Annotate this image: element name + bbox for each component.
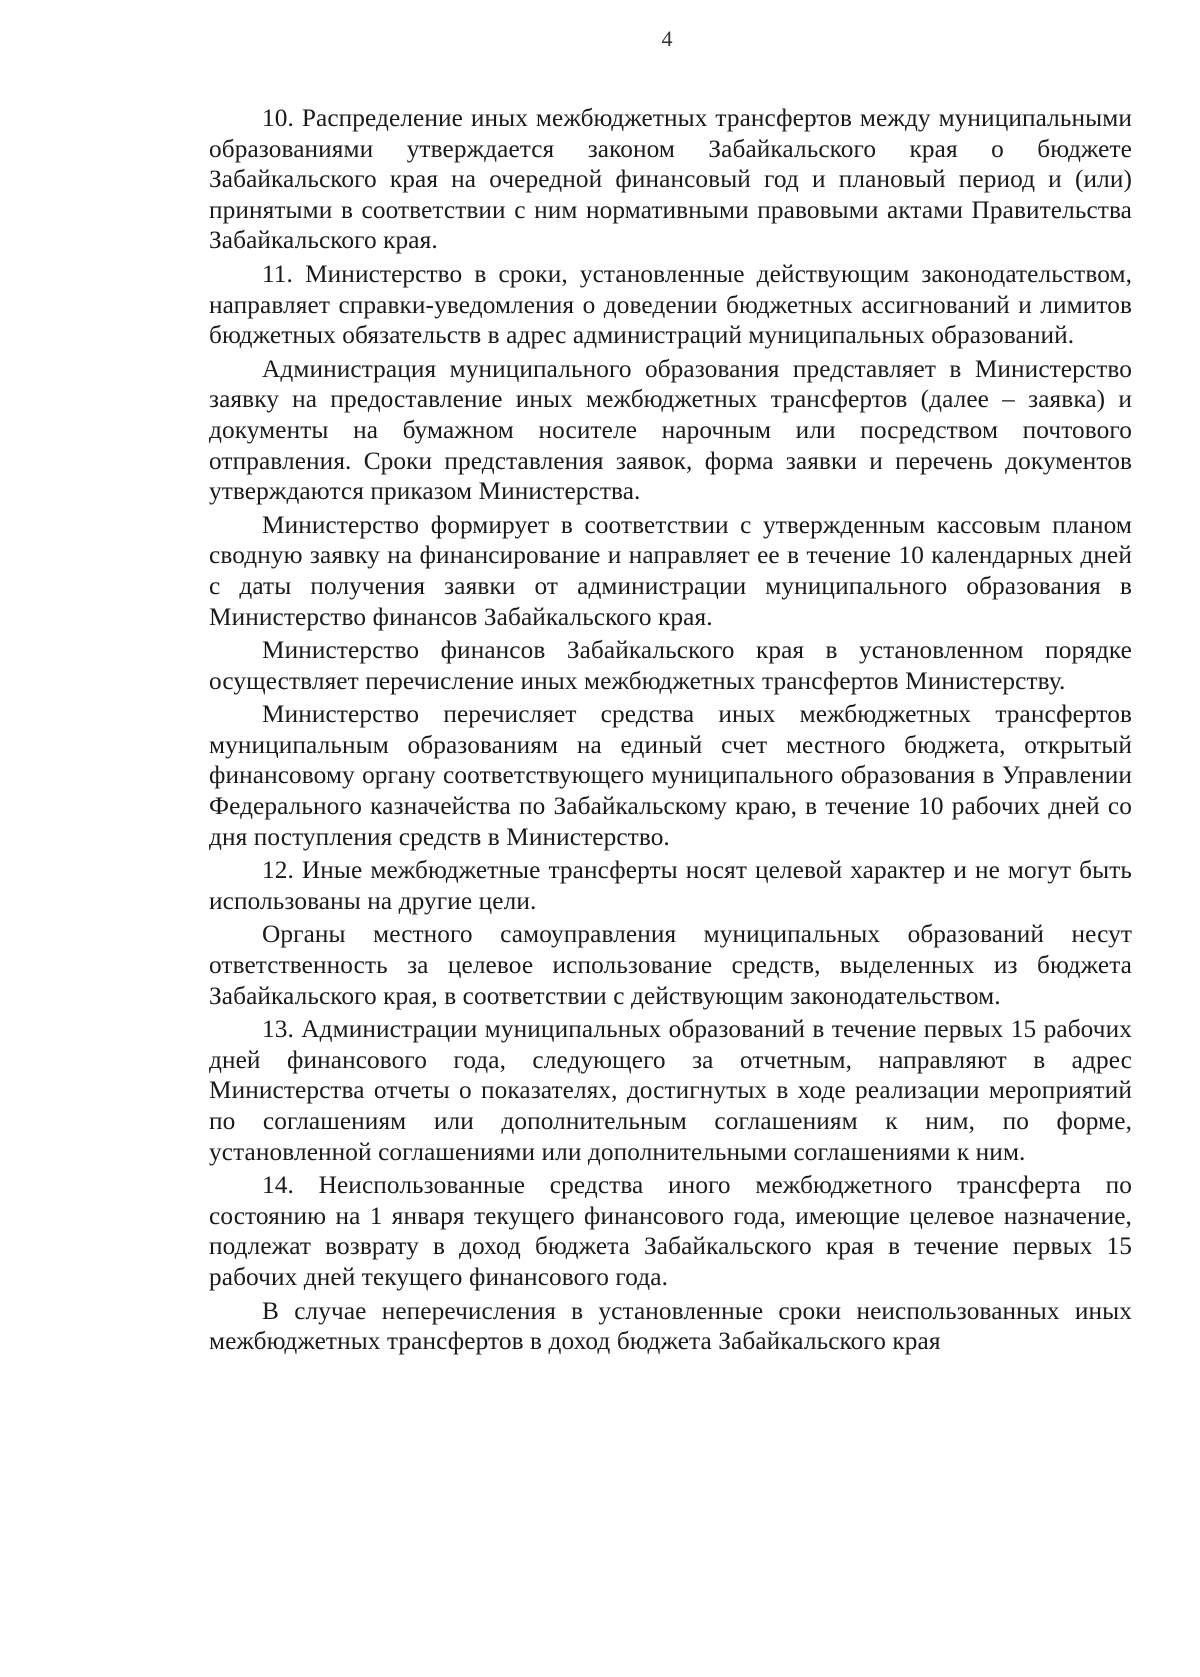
paragraph-application-submission: Администрация муниципального образования представляет в Министерство заявку на предоставление иных межбюджетных трансфертов (далее – заявка) и документы на бумажном носителе нарочным или посредством почтового отправления. Сроки представления заявок, форма заявки и перечень документов утверждаются приказом Министерства. — [209, 354, 1132, 506]
paragraph-item-11: 11. Министерство в сроки, установленные действующим законодательством, направляет справки-уведомления о доведении бюджетных ассигнований и лимитов бюджетных обязательств в адрес администраций муниципальных образований. — [209, 259, 1132, 350]
paragraph-finance-ministry-transfer: Министерство финансов Забайкальского края в установленном порядке осуществляет перечисление иных межбюджетных трансфертов Министерству. — [209, 636, 1132, 695]
paragraph-non-transfer-case: В случае неперечисления в установленные сроки неиспользованных иных межбюджетных трансфертов в доход бюджета Забайкальского края — [209, 1296, 1132, 1356]
paragraph-item-12: 12. Иные межбюджетные трансферты носят целевой характер и не могут быть использованы на другие цели. — [209, 856, 1132, 915]
paragraph-consolidated-application: Министерство формирует в соответствии с утвержденным кассовым планом сводную заявку на финансирование и направляет ее в течение 10 календарных дней с даты получения заявки от администрации муниципального образования в Министерство финансов Забайкальского края. — [209, 510, 1132, 631]
page-number: 4 — [661, 26, 673, 51]
document-body — [209, 103, 1132, 1360]
paragraph-ministry-transfer-to-municipalities: Министерство перечисляет средства иных межбюджетных трансфертов муниципальным образованиям на единый счет местного бюджета, открытый финансовому органу соответствующего муниципального образования в Управлении Федерального казначейства по Забайкальскому краю, в течение 10 рабочих дней со дня поступления средств в Министерство. — [209, 700, 1132, 851]
paragraph-item-14: 14. Неиспользованные средства иного межбюджетного трансферта по состоянию на 1 января текущего финансового года, имеющие целевое назначение, подлежат возврату в доход бюджета Забайкальского края в течение первых 15 рабочих дней текущего финансового года. — [209, 1171, 1132, 1291]
paragraph-item-10: 10. Распределение иных межбюджетных трансфертов между муниципальными образованиями утверждается законом Забайкальского края о бюджете Забайкальского края на очередной финансовый год и плановый период и (или) принятыми в соответствии с ним нормативными правовыми актами Правительства Забайкальского края. — [209, 104, 1132, 255]
paragraph-item-13: 13. Администрации муниципальных образований в течение первых 15 рабочих дней финансового года, следующего за отчетным, направляют в адрес Министерства отчеты о показателях, достигнутых в ходе реализации мероприятий по соглашениям или дополнительным соглашениям к ним, по форме, установленной соглашениями или дополнительными соглашениями к ним. — [209, 1015, 1132, 1166]
paragraph-local-government-responsibility: Органы местного самоуправления муниципальных образований несут ответственность за целевое использование средств, выделенных из бюджета Забайкальского края, в соответствии с действующим законодательством. — [209, 920, 1132, 1010]
